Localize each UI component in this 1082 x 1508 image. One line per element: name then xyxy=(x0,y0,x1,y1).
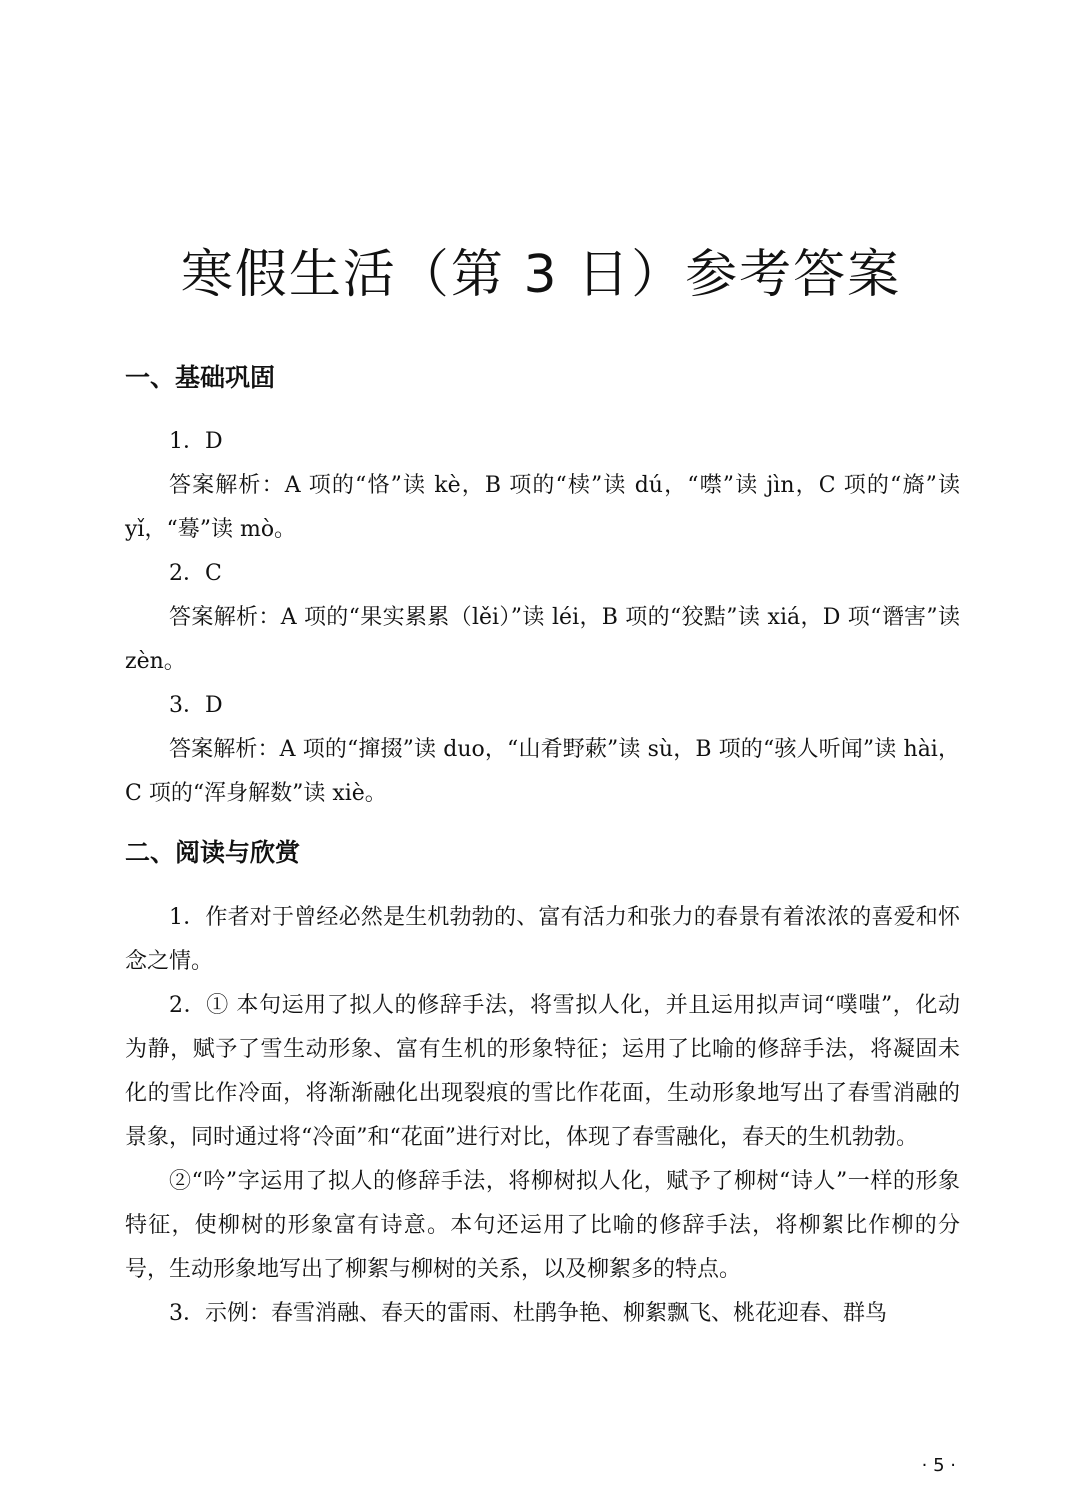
section-heading-reading: 二、阅读与欣赏 xyxy=(125,838,301,867)
answer-paragraph: 3．示例：春雪消融、春天的雷雨、杜鹃争艳、柳絮飘飞、桃花迎春、群鸟 xyxy=(169,1301,887,1326)
answers-reading xyxy=(125,896,960,1336)
answer-paragraph: ②“吟”字运用了拟人的修辞手法，将柳树拟人化，赋予了柳树“诗人”一样的形象特征，使柳树的形象富有诗意。本句还运用了比喻的修辞手法，将柳絮比作柳的分号，生动形象地写出了柳絮与柳树的关系，以及柳絮多的特点。 xyxy=(125,1169,960,1282)
answer-paragraph: 1．作者对于曾经必然是生机勃勃的、富有活力和张力的春景有着浓浓的喜爱和怀念之情。 xyxy=(125,905,960,974)
page-title: 寒假生活（第 3 日）参考答案 xyxy=(180,245,902,305)
answer-item: 3．D xyxy=(169,693,223,718)
answer-explanation: 答案解析：A 项的“撺掇”读 duo，“山肴野蔌”读 sù，B 项的“骇人听闻”读 hài，C 项的“浑身解数”读 xiè。 xyxy=(125,737,960,806)
answer-item: 2．C xyxy=(169,561,222,586)
section-heading-basics: 一、基础巩固 xyxy=(125,363,276,392)
answers-basics xyxy=(125,420,960,816)
answer-paragraph: 2．① 本句运用了拟人的修辞手法，将雪拟人化，并且运用拟声词“噗嗤”，化动为静，赋予了雪生动形象、富有生机的形象特征；运用了比喻的修辞手法，将凝固未化的雪比作冷面，将渐渐融化出现裂痕的雪比作花面，生动形象地写出了春雪消融的景象，同时通过将“冷面”和“花面”进行对比，体现了春雪融化，春天的生机勃勃。 xyxy=(125,993,960,1150)
page-number: · 5 · xyxy=(921,1455,956,1476)
answer-explanation: 答案解析：A 项的“果实累累（lěi）”读 léi，B 项的“狡黠”读 xiá，D 项“谮害”读 zèn。 xyxy=(125,605,960,674)
answer-item: 1．D xyxy=(169,429,223,454)
answer-explanation: 答案解析：A 项的“恪”读 kè，B 项的“椟”读 dú，“噤”读 jìn，C 项的“旖”读 yǐ，“蓦”读 mò。 xyxy=(125,473,960,542)
